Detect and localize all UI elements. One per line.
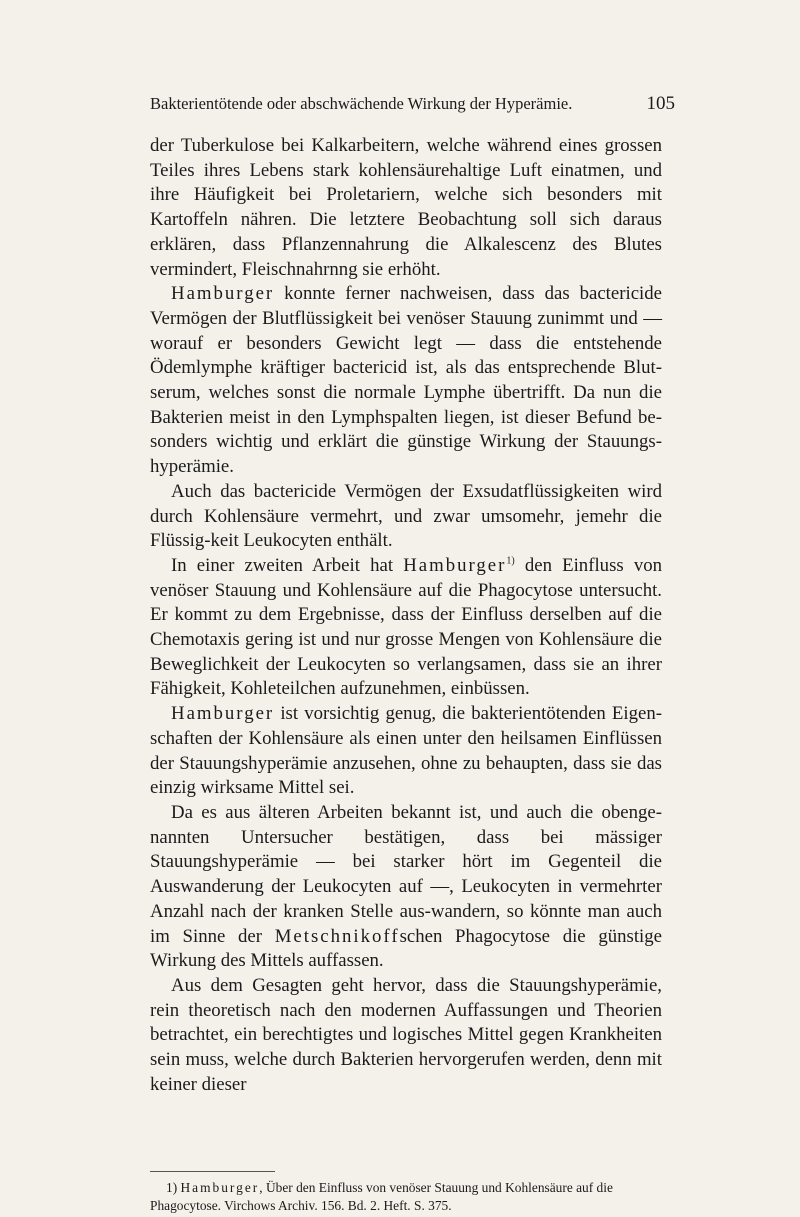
paragraph-5 [150, 702, 662, 801]
running-head [150, 93, 675, 115]
footnote-text: , Über den Einfluss von venöser Stauung und Kohlensäure auf die Phagocytose. Virchows Archiv. 156. Bd. 2. Heft. S. 375. [150, 1180, 613, 1213]
page-number: 105 [646, 93, 675, 114]
footnote-mark: 1) [166, 1180, 178, 1195]
paragraph-7 [150, 974, 662, 1098]
body-text [150, 134, 662, 1097]
paragraph-2-text: konnte ferner nachweisen, dass das bactericide Vermögen der Blutflüssigkeit bei venöser Stauung zunimmt und — worauf er besonders Gewicht legt — dass die entstehende Ödemlymphe kräftiger bactericid ist, als das entsprechende Blut-serum, welches sonst die normale Lymphe übertrifft. Da nun die Bakterien meist in den Lymphspalten liegen, ist dieser Befund be-sonders wichtig und erklärt die günstige Wirkung der Stauungs-hyperämie. [150, 283, 662, 478]
paragraph-4 [150, 554, 662, 702]
author-name-hamburger: Hamburger [171, 703, 275, 725]
paragraph-6 [150, 801, 662, 974]
footnote-rule [150, 1171, 275, 1172]
footnote-author: Hamburger [180, 1180, 260, 1195]
paragraph-2 [150, 282, 662, 480]
running-head-title: Bakterientötende oder abschwächende Wirkung der Hyperämie. [150, 94, 573, 113]
paragraph-1 [150, 134, 662, 282]
author-name-hamburger: Hamburger [403, 554, 507, 576]
paragraph-4-text-before: In einer zweiten Arbeit hat [171, 554, 404, 576]
paragraph-7-text: Aus dem Gesagten geht hervor, dass die Stauungshyperämie, rein theoretisch nach den modernen Auffassungen und Theorien betrachtet, ein berechtigtes und logisches Mittel gegen Krankheiten sein muss, welche durch Bakterien hervorgerufen werden, denn mit keiner dieser [150, 974, 662, 1095]
paragraph-6-text-after: schen Phagocytose die günstige Wirkung des Mittels auffassen. [150, 925, 662, 972]
footnote [150, 1179, 675, 1215]
footnote-reference: 1) [506, 555, 515, 567]
author-name-metschnikoff: Metschnikoff [274, 925, 400, 947]
author-name-hamburger: Hamburger [171, 283, 275, 305]
paragraph-4-text-after: den Einfluss von venöser Stauung und Kohlensäure auf die Phagocytose untersucht. Er kommt zu dem Ergebnisse, dass der Einfluss derselben auf die Chemotaxis gering ist und nur grosse Mengen von Kohlensäure die Beweglichkeit der Leukocyten so verlangsamen, dass sie an ihrer Fähigkeit, Kohleteilchen aufzunehmen, einbüssen. [150, 554, 662, 700]
paragraph-6-text-before: Da es aus älteren Arbeiten bekannt ist, und auch die obenge-nannten Untersucher bestätigen, dass bei mässiger Stauungshyperämie — bei starker hört im Gegenteil die Auswanderung der Leukocyten auf —, Leukocyten in vermehrter Anzahl nach der kranken Stelle aus-wandern, so könnte man auch im Sinne der [150, 801, 662, 947]
paragraph-3 [150, 480, 662, 554]
paragraph-1-text: der Tuberkulose bei Kalkarbeitern, welche während eines grossen Teiles ihres Lebens stark kohlensäurehaltige Luft einatmen, und ihre Häufigkeit bei Proletariern, welche sich besonders mit Kartoffeln nähren. Die letztere Beobachtung soll sich daraus erklären, dass Pflanzennahrung die Alkalescenz des Blutes vermindert, Fleischnahrnng sie erhöht. [150, 135, 662, 280]
paragraph-3-text: Auch das bactericide Vermögen der Exsudatflüssigkeiten wird durch Kohlensäure vermehrt, und zwar umsomehr, jemehr die Flüssig-keit Leukocyten enthält. [150, 480, 662, 552]
paragraph-5-text: ist vorsichtig genug, die bakterientötenden Eigen-schaften der Kohlensäure als einen unter den heilsamen Einflüssen der Stauungshyperämie anzusehen, ohne zu behaupten, dass sie das einzig wirksame Mittel sei. [150, 703, 662, 799]
